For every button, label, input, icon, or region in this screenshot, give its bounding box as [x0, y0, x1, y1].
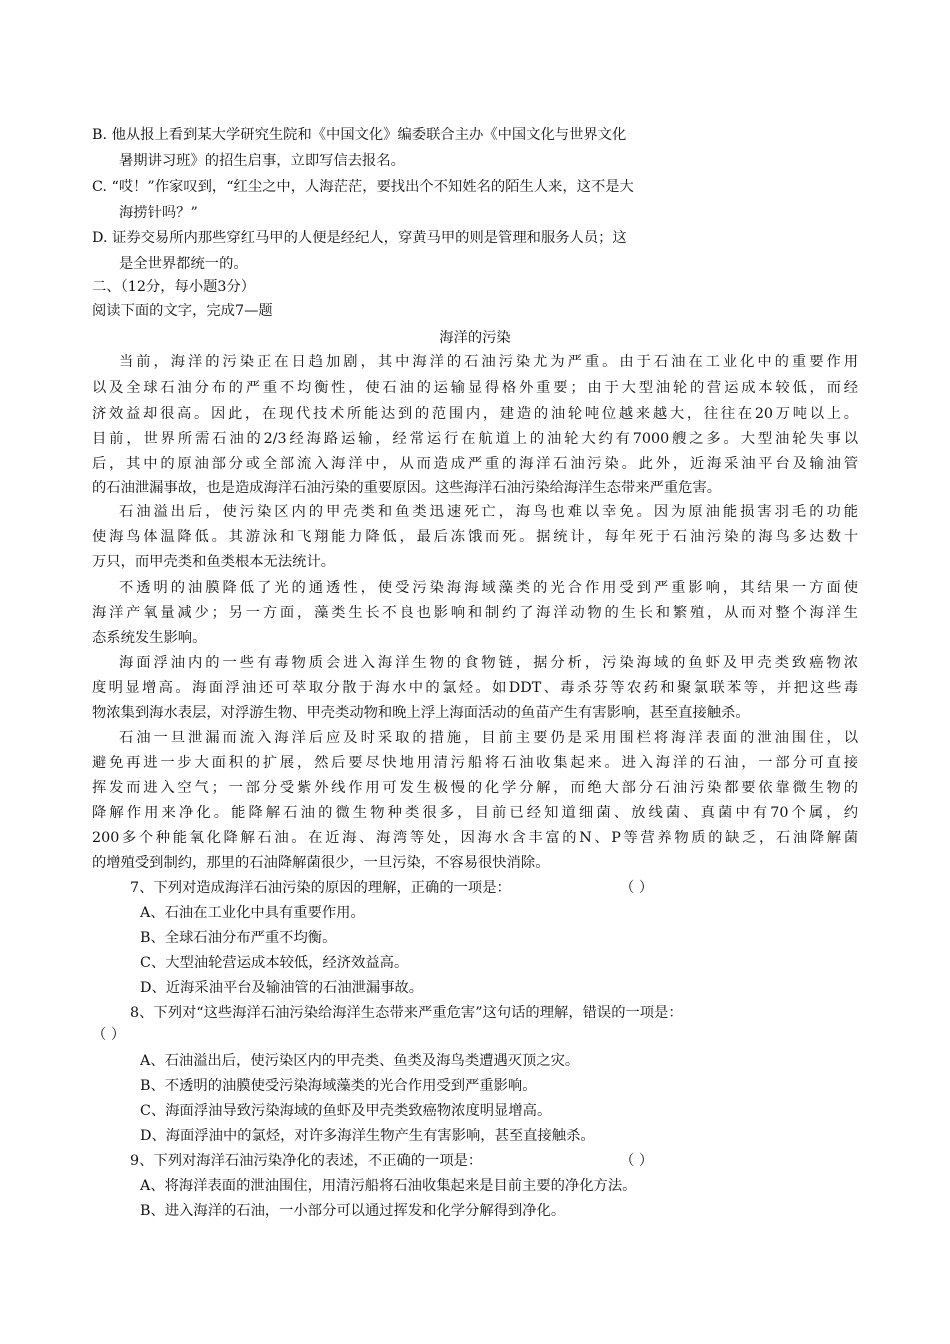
para3-line2: 海洋产氧量减少；另一方面，藻类生长不良也影响和制约了海洋动物的生长和繁殖，从而对整个海洋生 [92, 605, 858, 621]
section-header: 二、（12分，每小题3分） [92, 279, 256, 295]
para5-line5: 200多个种能氧化降解石油。在近海、海湾等处，因海水含丰富的N、P等营养物质的缺乏，石油降解菌 [92, 830, 858, 846]
q7-option-b: B、全球石油分布严重不均衡。 [140, 930, 337, 946]
q9-stem: 9、下列对海洋石油污染净化的表述，不正确的一项是： [130, 1153, 483, 1169]
para1-line2: 以及全球石油分布的严重不均衡性，使石油的运输显得格外重要；由于大型油轮的营运成本较低，而经 [92, 380, 858, 396]
q7-option-d: D、近海采油平台及输油管的石油泄漏事故。 [140, 980, 424, 996]
option-b-line2: 暑期讲习班》的招生启事，立即写信去报名。 [119, 153, 405, 169]
q7-stem: 7、下列对造成海洋石油污染的原因的理解，正确的一项是： [130, 880, 511, 896]
para3-line3: 态系统发生影响。 [92, 630, 207, 646]
para1-line6: 的石油泄漏事故，也是造成海洋石油污染的重要原因。这些海洋石油污染给海洋生态带来严重危害。 [92, 480, 722, 496]
q8-option-b: B、不透明的油膜使受污染海域藻类的光合作用受到严重影响。 [140, 1078, 537, 1094]
q8-option-d: D、海面浮油中的氯烃，对许多海洋生物产生有害影响，甚至直接触杀。 [140, 1128, 595, 1144]
para4-line3: 物浓集到海水表层，对浮游生物、甲壳类动物和晚上浮上海面活动的鱼苗产生有害影响，甚至直接触杀。 [92, 705, 750, 721]
para2-line3: 万只，而甲壳类和鱼类根本无法统计。 [92, 554, 336, 570]
para3-line1: 不透明的油膜降低了光的通透性，使受污染海海域藻类的光合作用受到严重影响，其结果一方面使 [119, 580, 858, 596]
q9-option-b: B、进入海洋的石油，一小部分可以通过挥发和化学分解得到净化。 [140, 1203, 566, 1219]
q8-stem: 8、下列对“这些海洋石油污染给海洋生态带来严重危害”这句话的理解，错误的一项是： [130, 1005, 683, 1021]
option-d-line1: D. 证券交易所内那些穿红马甲的人便是经纪人，穿黄马甲的则是管理和服务人员；这 [92, 230, 627, 246]
option-d-line2: 是全世界都统一的。 [119, 256, 248, 272]
option-b-line1: B. 他从报上看到某大学研究生院和《中国文化》编委联合主办《中国文化与世界文化 [92, 127, 627, 143]
para1-line5: 后，其中的原油部分或全部流入海洋中，从而造成严重的海洋石油污染。此外，近海采油平台及输油管 [92, 456, 858, 472]
para1-line1: 当前，海洋的污染正在日趋加剧，其中海洋的石油污染尤为严重。由于石油在工业化中的重要作用 [119, 354, 858, 370]
para5-line1: 石油一旦泄漏而流入海洋后应及时采取的措施，目前主要仍是采用围栏将海洋表面的泄油围住，以 [119, 730, 858, 746]
para1-line3: 济效益却很高。因此，在现代技术所能达到的范围内，建造的油轮吨位越来越大，往往在20万吨以上。 [92, 406, 858, 422]
para2-line1: 石油溢出后，使污染区内的甲壳类和鱼类迅速死亡，海鸟也难以幸免。因为原油能损害羽毛的功能 [119, 504, 858, 520]
instruction: 阅读下面的文字，完成7—题 [92, 303, 273, 319]
q8-answer-bracket: （ ） [92, 1027, 126, 1043]
q7-option-c: C、大型油轮营运成本较低，经济效益高。 [140, 955, 409, 971]
para1-line4: 目前，世界所需石油的2/3经海路运输，经常运行在航道上的油轮大约有7000艘之多。大型油轮失事以 [92, 431, 858, 447]
para5-line3: 挥发而进入空气；一部分受紫外线作用可发生极慢的化学分解，而绝大部分石油污染都要依靠微生物的 [92, 780, 858, 796]
para5-line6: 的增殖受到制约，那里的石油降解菌很少，一旦污染，不容易很快消除。 [92, 855, 550, 871]
q8-option-c: C、海面浮油导致污染海域的鱼虾及甲壳类致癌物浓度明显增高。 [140, 1103, 552, 1119]
para4-line1: 海面浮油内的一些有毒物质会进入海洋生物的食物链，据分析，污染海域的鱼虾及甲壳类致癌物浓 [119, 655, 858, 671]
q7-option-a: A、石油在工业化中具有重要作用。 [140, 905, 365, 921]
q9-answer-bracket: （ ） [620, 1153, 654, 1169]
para2-line2: 使海鸟体温降低。其游泳和飞翔能力降低，最后冻饿而死。据统计，每年死于石油污染的海鸟多达数十 [92, 529, 858, 545]
option-c-line2: 海捞针吗？” [119, 205, 198, 221]
q8-option-a: A、石油溢出后，使污染区内的甲壳类、鱼类及海鸟类遭遇灭顶之灾。 [140, 1053, 580, 1069]
article-title: 海洋的污染 [439, 330, 511, 346]
para5-line2: 避免再进一步大面积的扩展，然后要尽快地用清污船将石油收集起来。进入海洋的石油，一部分可直接 [92, 755, 858, 771]
para4-line2: 度明显增高。海面浮油还可萃取分散于海水中的氯烃。如DDT、毒杀芬等农药和聚氯联苯等，并把这些毒 [92, 680, 858, 696]
q7-answer-bracket: （ ） [620, 880, 654, 896]
option-c-line1: C. “哎！”作家叹到，“红尘之中，人海茫茫，要找出个不知姓名的陌生人来，这不是大 [92, 179, 634, 195]
para5-line4: 降解作用来净化。能降解石油的微生物种类很多，目前已经知道细菌、放线菌、真菌中有70个属，约 [92, 805, 858, 821]
q9-option-a: A、将海洋表面的泄油围住，用清污船将石油收集起来是目前主要的净化方法。 [140, 1178, 637, 1194]
